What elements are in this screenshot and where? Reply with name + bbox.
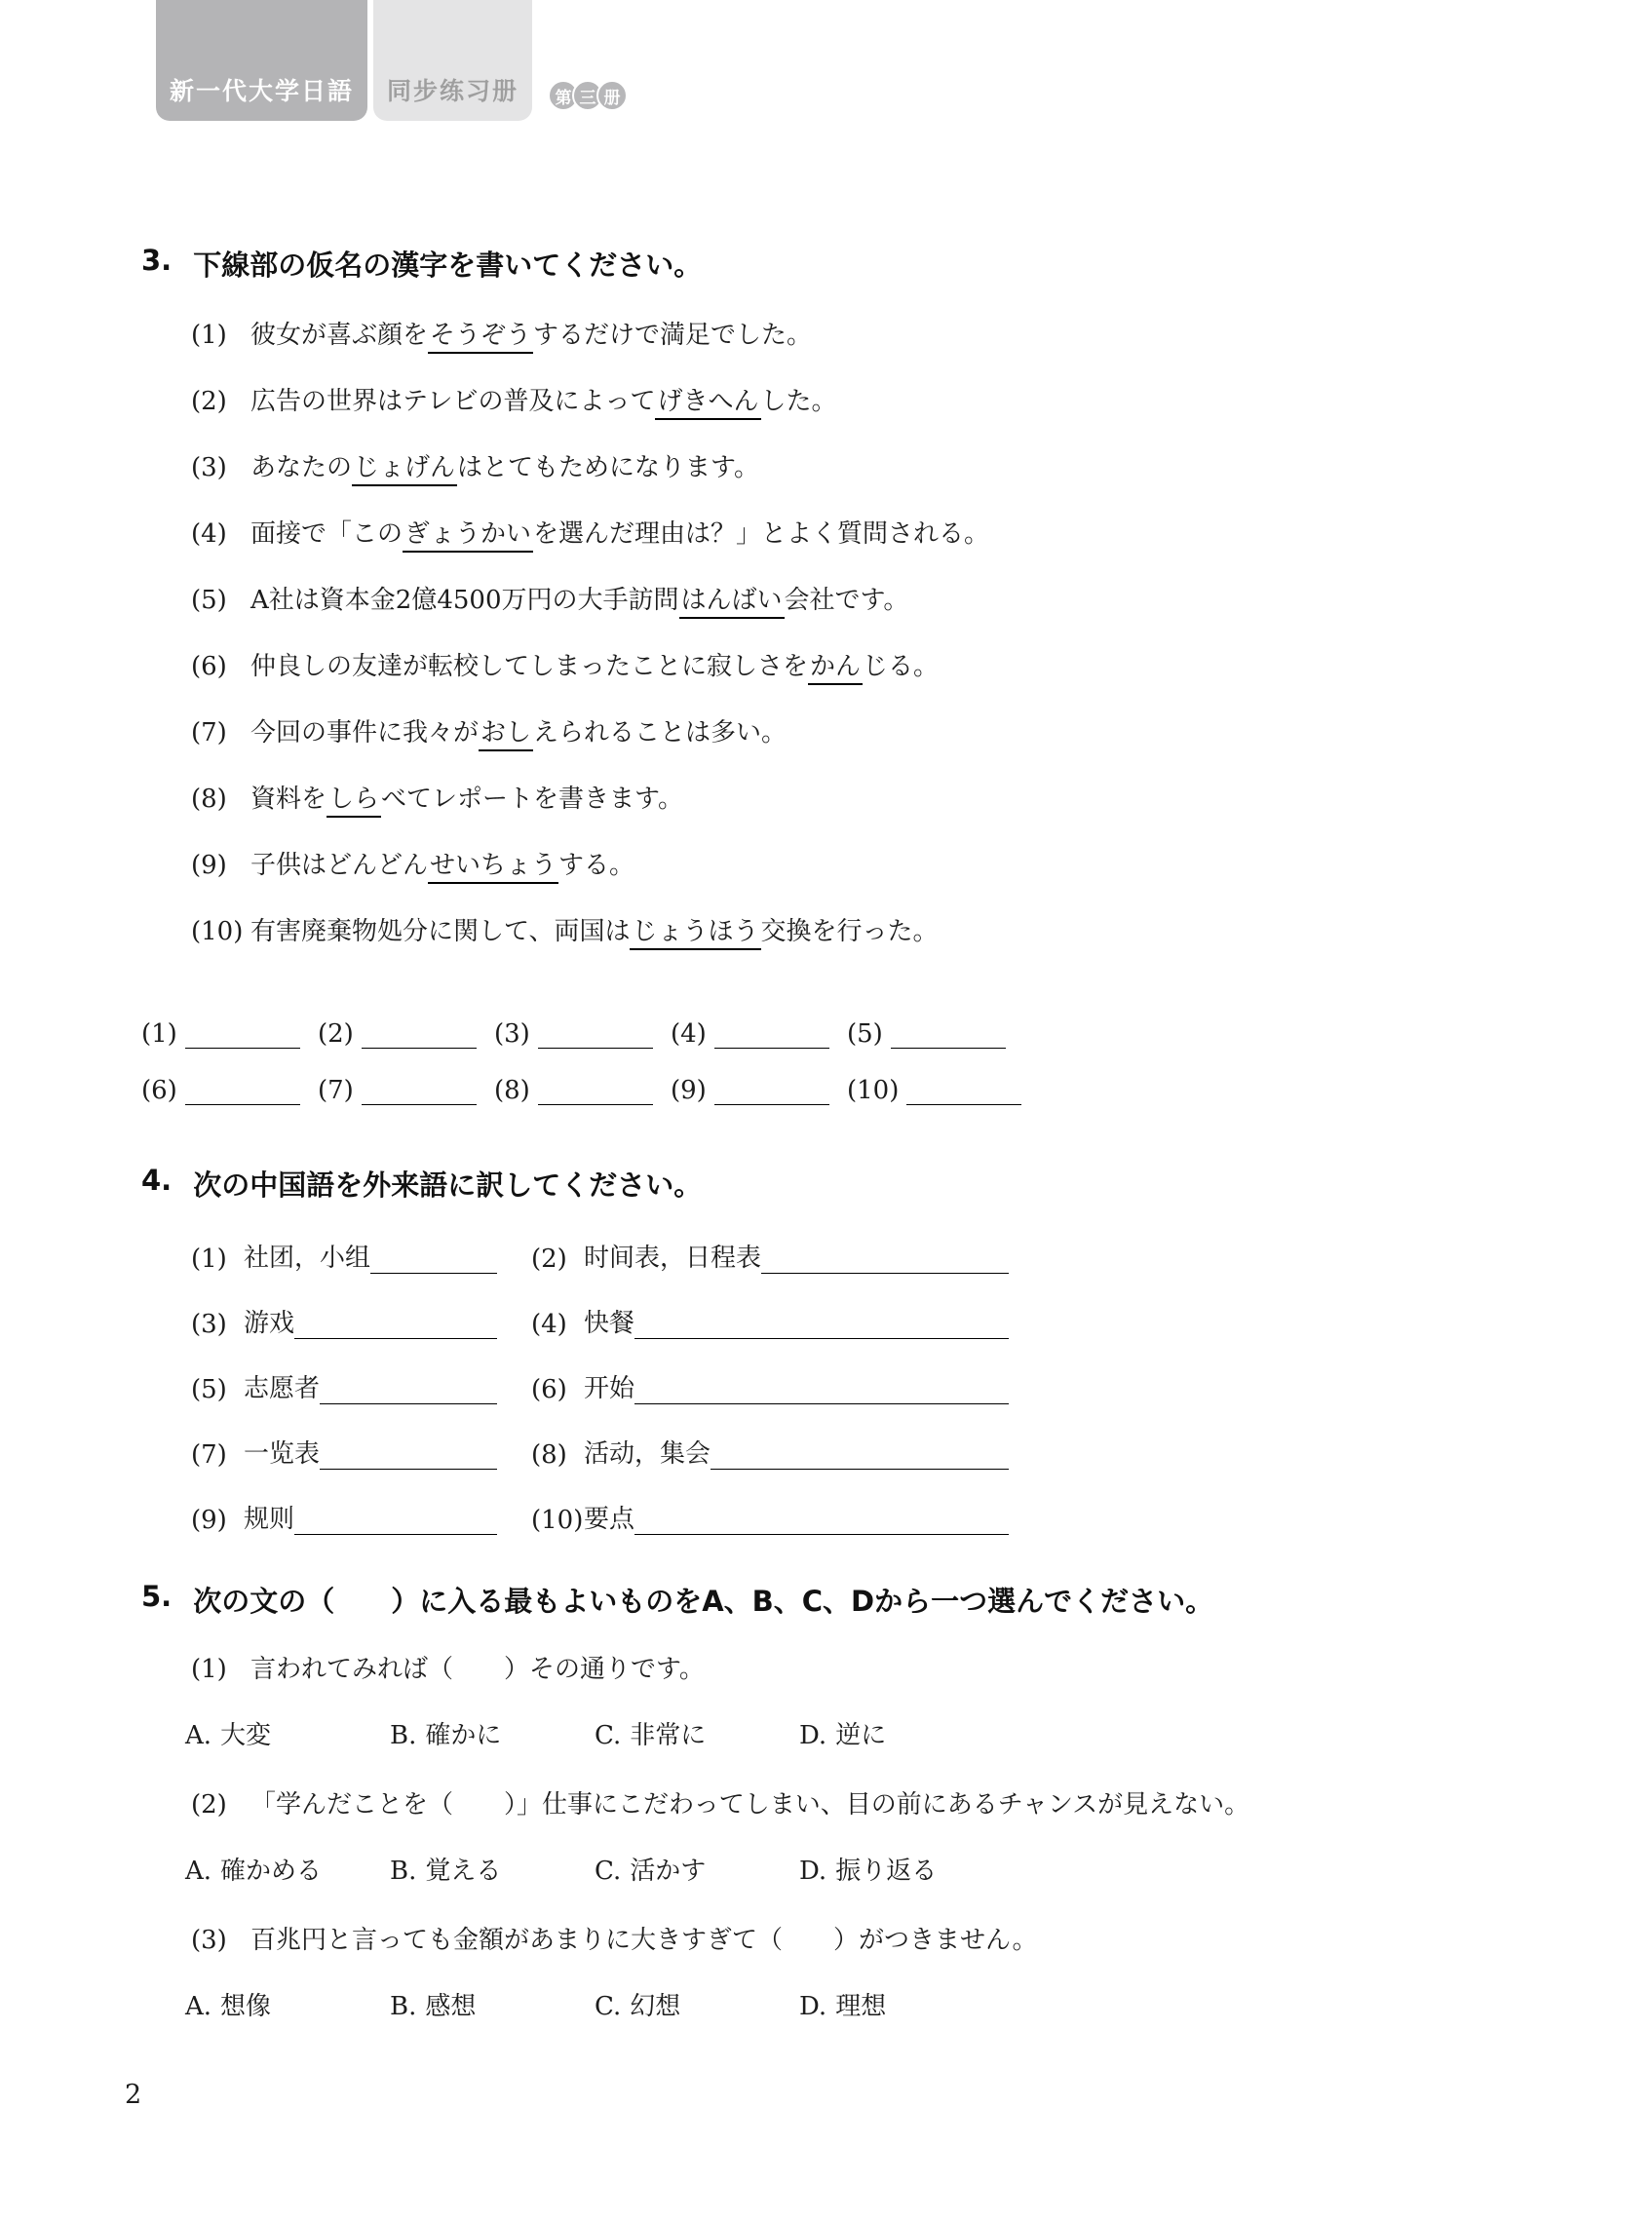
sentence-item bbox=[141, 385, 1555, 419]
answer-number: (8) bbox=[494, 1076, 530, 1105]
sentence-post: はとてもためになります。 bbox=[457, 453, 759, 482]
kana-underlined: おし bbox=[479, 718, 533, 751]
answer-cell bbox=[318, 1019, 494, 1049]
sentence-post: を選んだ理由は？」とよく質問される。 bbox=[533, 519, 990, 549]
translation-item bbox=[531, 1304, 1009, 1339]
option-text: 確かめる bbox=[220, 1857, 323, 1886]
option-b bbox=[390, 1855, 595, 1889]
option-letter: C. bbox=[595, 1992, 622, 2021]
translation-blank-line bbox=[634, 1510, 1009, 1535]
item-number: (8) bbox=[191, 785, 227, 814]
item-number: (7) bbox=[191, 718, 227, 747]
answer-number: (5) bbox=[847, 1019, 883, 1049]
translation-blank-line bbox=[634, 1379, 1009, 1404]
question-text: 言われてみれば（ ）その通りです。 bbox=[250, 1655, 705, 1684]
section-5-heading bbox=[141, 1580, 1555, 1620]
sentence-text bbox=[250, 584, 908, 618]
answer-cell bbox=[494, 1019, 671, 1049]
option-letter: D. bbox=[799, 1857, 827, 1886]
answer-number: (10) bbox=[847, 1076, 900, 1105]
option-letter: B. bbox=[390, 1992, 417, 2021]
sentence-post: した。 bbox=[760, 387, 837, 416]
question-item bbox=[141, 1653, 1555, 1753]
question-item bbox=[141, 1924, 1555, 2024]
series-box bbox=[373, 0, 532, 121]
question-text: 「学んだことを（ ）」仕事にこだわってしまい、目の前にあるチャンスが見えない。 bbox=[250, 1790, 1250, 1820]
question-text-line bbox=[141, 1788, 1555, 1822]
translation-item bbox=[531, 1435, 1009, 1470]
sentence-post: じる。 bbox=[863, 652, 940, 681]
option-text: 感想 bbox=[425, 1992, 477, 2021]
translation-blank-line bbox=[294, 1314, 497, 1339]
answer-number: (1) bbox=[141, 1019, 177, 1049]
chinese-term: 游戏 bbox=[244, 1309, 295, 1338]
item-number: (1) bbox=[191, 1245, 227, 1274]
answer-cell bbox=[141, 1076, 318, 1105]
sentence-item bbox=[141, 584, 1555, 618]
translation-item bbox=[191, 1304, 497, 1339]
option-text: 想像 bbox=[220, 1992, 272, 2021]
question-text: 百兆円と言っても金額があまりに大きすぎて（ ）がつきません。 bbox=[250, 1926, 1038, 1955]
answer-number: (6) bbox=[141, 1076, 177, 1105]
options-row bbox=[185, 1990, 1555, 2024]
kana-underlined: かん bbox=[808, 652, 863, 685]
chinese-term: 规则 bbox=[244, 1505, 295, 1534]
sentence-text bbox=[250, 451, 759, 485]
volume-circle-3: 册 bbox=[596, 80, 628, 111]
sentence-pre: 彼女が喜ぶ顔を bbox=[250, 321, 429, 350]
sentence-pre: 有害廃棄物処分に関して、両国は bbox=[250, 917, 631, 946]
item-number: (10) bbox=[531, 1506, 584, 1535]
sentence-pre: 資料を bbox=[250, 785, 327, 814]
option-letter: C. bbox=[595, 1857, 622, 1886]
option-text: 逆に bbox=[835, 1721, 887, 1750]
translation-row bbox=[191, 1304, 1555, 1339]
answer-blank-line bbox=[906, 1080, 1021, 1105]
item-number: (10) bbox=[191, 917, 244, 946]
series-title: 同步练习册 bbox=[387, 77, 519, 105]
sentence-text bbox=[250, 319, 812, 353]
chinese-term: 快餐 bbox=[584, 1309, 635, 1338]
option-c bbox=[595, 1719, 799, 1753]
sentence-list bbox=[141, 319, 1555, 949]
sentence-text bbox=[250, 849, 634, 883]
options-row bbox=[185, 1855, 1555, 1889]
chinese-term: 时间表，日程表 bbox=[584, 1244, 762, 1273]
answer-number: (9) bbox=[671, 1076, 707, 1105]
sentence-post: 会社です。 bbox=[784, 586, 909, 615]
chinese-term: 志愿者 bbox=[244, 1374, 321, 1403]
section-3-heading bbox=[141, 244, 1555, 284]
sentence-pre: あなたの bbox=[250, 453, 353, 482]
sentence-text bbox=[250, 915, 939, 949]
sentence-text bbox=[250, 385, 837, 419]
kana-underlined: はんばい bbox=[679, 586, 785, 619]
options-row bbox=[185, 1719, 1555, 1753]
volume-circle-1: 第 bbox=[548, 80, 579, 111]
section-title: 次の中国語を外来語に訳してください。 bbox=[193, 1168, 703, 1202]
answer-row-2 bbox=[141, 1076, 1555, 1105]
answer-blank-line bbox=[362, 1080, 477, 1105]
translation-item bbox=[191, 1435, 497, 1470]
section-number: 4. bbox=[141, 1164, 173, 1197]
section-number: 3. bbox=[141, 244, 173, 277]
answer-cell bbox=[671, 1076, 847, 1105]
option-a bbox=[185, 1719, 390, 1753]
question-number: (3) bbox=[191, 1926, 227, 1955]
answer-row-1 bbox=[141, 1019, 1555, 1049]
option-text: 振り返る bbox=[835, 1857, 938, 1886]
translation-row bbox=[191, 1369, 1555, 1404]
answer-number: (3) bbox=[494, 1019, 530, 1049]
answer-blank-line bbox=[185, 1023, 300, 1049]
option-b bbox=[390, 1990, 595, 2024]
option-letter: D. bbox=[799, 1992, 827, 2021]
sentence-post: べてレポートを書きます。 bbox=[381, 785, 683, 814]
answer-blank-line bbox=[362, 1023, 477, 1049]
sentence-text bbox=[250, 783, 683, 817]
sentence-post: 交換を行った。 bbox=[760, 917, 939, 946]
translation-blank-line bbox=[320, 1379, 497, 1404]
translation-grid bbox=[141, 1239, 1555, 1535]
sentence-post: するだけで満足でした。 bbox=[533, 321, 813, 350]
option-text: 大変 bbox=[220, 1721, 272, 1750]
item-number: (2) bbox=[531, 1245, 567, 1274]
sentence-item bbox=[141, 319, 1555, 353]
sentence-item bbox=[141, 517, 1555, 552]
answer-blank-line bbox=[714, 1080, 829, 1105]
option-d bbox=[799, 1719, 1004, 1753]
kana-underlined: じょげん bbox=[352, 453, 457, 486]
option-letter: B. bbox=[390, 1857, 417, 1886]
item-number: (4) bbox=[191, 519, 227, 549]
option-d bbox=[799, 1855, 1004, 1889]
sentence-text bbox=[250, 517, 989, 552]
sentence-post: する。 bbox=[558, 851, 635, 880]
translation-item bbox=[191, 1239, 497, 1274]
chinese-term: 社团，小组 bbox=[244, 1244, 371, 1273]
answer-cell bbox=[494, 1076, 671, 1105]
chinese-term: 一览表 bbox=[244, 1439, 321, 1469]
translation-blank-line bbox=[711, 1444, 1009, 1470]
translation-item bbox=[191, 1369, 497, 1404]
sentence-pre: 面接で「この bbox=[250, 519, 403, 549]
kana-underlined: じょうほう bbox=[630, 917, 760, 950]
option-text: 覚える bbox=[425, 1857, 502, 1886]
translation-item bbox=[531, 1369, 1009, 1404]
option-a bbox=[185, 1855, 390, 1889]
sentence-item bbox=[141, 451, 1555, 485]
item-number: (8) bbox=[531, 1440, 567, 1470]
page-header bbox=[156, 0, 1652, 121]
volume-circle-2: 三 bbox=[572, 80, 603, 111]
translation-item bbox=[531, 1239, 1009, 1274]
brand-box bbox=[156, 0, 367, 121]
translation-item bbox=[531, 1500, 1009, 1535]
sentence-text bbox=[250, 716, 787, 750]
item-number: (3) bbox=[191, 1310, 227, 1339]
item-number: (6) bbox=[191, 652, 227, 681]
sentence-pre: 仲良しの友達が転校してしまったことに寂しさを bbox=[250, 652, 809, 681]
option-b bbox=[390, 1719, 595, 1753]
sentence-item bbox=[141, 915, 1555, 949]
option-letter: C. bbox=[595, 1721, 622, 1750]
option-letter: B. bbox=[390, 1721, 417, 1750]
sentence-pre: 子供はどんどん bbox=[250, 851, 429, 880]
option-letter: A. bbox=[185, 1721, 212, 1750]
question-number: (2) bbox=[191, 1790, 227, 1820]
section-3 bbox=[141, 244, 1555, 1105]
chinese-term: 要点 bbox=[584, 1505, 635, 1534]
item-number: (5) bbox=[191, 586, 227, 615]
section-title: 下線部の仮名の漢字を書いてください。 bbox=[193, 249, 703, 282]
option-c bbox=[595, 1855, 799, 1889]
answer-blank-line bbox=[714, 1023, 829, 1049]
option-c bbox=[595, 1990, 799, 2024]
option-letter: A. bbox=[185, 1992, 212, 2021]
option-d bbox=[799, 1990, 1004, 2024]
kana-underlined: ぎょうかい bbox=[403, 519, 533, 553]
answer-blank-line bbox=[538, 1080, 653, 1105]
translation-blank-line bbox=[761, 1248, 1009, 1274]
answer-grid bbox=[141, 1019, 1555, 1105]
section-number: 5. bbox=[141, 1580, 173, 1613]
sentence-pre: A社は資本金2億4500万円の大手訪問 bbox=[250, 586, 679, 615]
question-item bbox=[141, 1788, 1555, 1889]
answer-number: (4) bbox=[671, 1019, 707, 1049]
item-number: (2) bbox=[191, 387, 227, 416]
kana-underlined: せいちょう bbox=[428, 851, 558, 884]
answer-blank-line bbox=[538, 1023, 653, 1049]
item-number: (3) bbox=[191, 453, 227, 482]
option-text: 確かに bbox=[425, 1721, 502, 1750]
option-a bbox=[185, 1990, 390, 2024]
sentence-item bbox=[141, 849, 1555, 883]
question-text-line bbox=[141, 1653, 1555, 1687]
sentence-pre: 今回の事件に我々が bbox=[250, 718, 480, 747]
kana-underlined: そうぞう bbox=[428, 321, 533, 354]
translation-row bbox=[191, 1435, 1555, 1470]
brand-title: 新一代大学日語 bbox=[170, 77, 355, 105]
sentence-item bbox=[141, 716, 1555, 750]
question-list bbox=[141, 1653, 1555, 2024]
sentence-item bbox=[141, 650, 1555, 684]
item-number: (9) bbox=[191, 851, 227, 880]
kana-underlined: げきへん bbox=[655, 387, 760, 420]
section-5 bbox=[141, 1580, 1555, 2024]
sentence-post: えられることは多い。 bbox=[533, 718, 788, 747]
translation-item bbox=[191, 1500, 497, 1535]
sentence-text bbox=[250, 650, 939, 684]
sentence-pre: 広告の世界はテレビの普及によって bbox=[250, 387, 656, 416]
answer-number: (2) bbox=[318, 1019, 354, 1049]
translation-blank-line bbox=[634, 1314, 1009, 1339]
volume-badge bbox=[548, 80, 628, 111]
option-letter: A. bbox=[185, 1857, 212, 1886]
section-4 bbox=[141, 1164, 1555, 1535]
answer-blank-line bbox=[185, 1080, 300, 1105]
translation-blank-line bbox=[320, 1444, 497, 1470]
item-number: (6) bbox=[531, 1375, 567, 1404]
option-text: 幻想 bbox=[630, 1992, 681, 2021]
page-content bbox=[141, 244, 1555, 2024]
option-text: 非常に bbox=[630, 1721, 707, 1750]
section-4-heading bbox=[141, 1164, 1555, 1204]
answer-cell bbox=[847, 1019, 1023, 1049]
translation-blank-line bbox=[294, 1510, 497, 1535]
page-number: 2 bbox=[125, 2080, 142, 2110]
answer-number: (7) bbox=[318, 1076, 354, 1105]
item-number: (1) bbox=[191, 321, 227, 350]
option-text: 理想 bbox=[835, 1992, 887, 2021]
chinese-term: 开始 bbox=[584, 1374, 635, 1403]
item-number: (4) bbox=[531, 1310, 567, 1339]
option-letter: D. bbox=[799, 1721, 827, 1750]
option-text: 活かす bbox=[630, 1857, 707, 1886]
answer-cell bbox=[671, 1019, 847, 1049]
chinese-term: 活动，集会 bbox=[584, 1439, 711, 1469]
translation-row bbox=[191, 1239, 1555, 1274]
section-title: 次の文の（ ）に入る最もよいものをA、B、C、Dから一つ選んでください。 bbox=[193, 1585, 1214, 1618]
translation-blank-line bbox=[370, 1248, 497, 1274]
answer-cell bbox=[847, 1076, 1023, 1105]
kana-underlined: しら bbox=[327, 785, 381, 818]
translation-row bbox=[191, 1500, 1555, 1535]
sentence-item bbox=[141, 783, 1555, 817]
answer-cell bbox=[141, 1019, 318, 1049]
answer-blank-line bbox=[891, 1023, 1006, 1049]
item-number: (7) bbox=[191, 1440, 227, 1470]
question-number: (1) bbox=[191, 1655, 227, 1684]
answer-cell bbox=[318, 1076, 494, 1105]
item-number: (5) bbox=[191, 1375, 227, 1404]
question-text-line bbox=[141, 1924, 1555, 1958]
item-number: (9) bbox=[191, 1506, 227, 1535]
